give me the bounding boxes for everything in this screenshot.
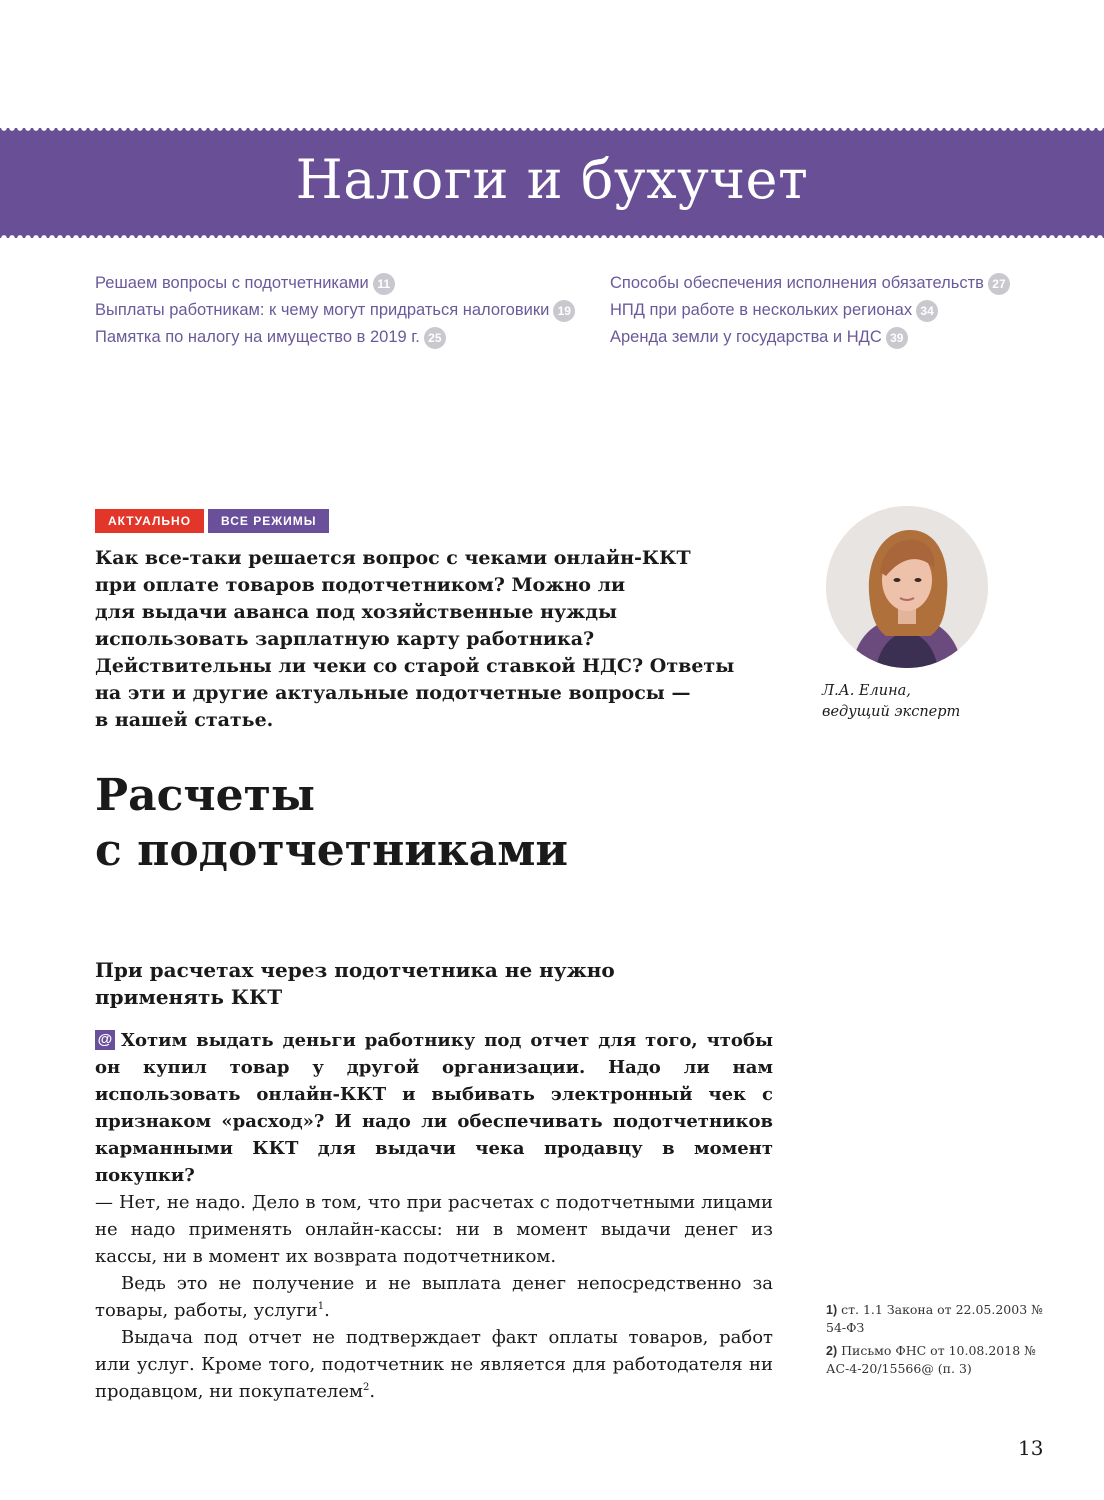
article-subheading <box>95 957 615 1011</box>
lead-line: в нашей статье. <box>95 709 274 731</box>
article-title-line: с подотчетниками <box>95 825 569 876</box>
toc-item-label: НПД при работе в нескольких регионах <box>610 301 913 319</box>
article-title-line: Расчеты <box>95 770 315 821</box>
lead-line: использовать зарплатную карту работника? <box>95 628 595 650</box>
toc-page-badge: 27 <box>988 273 1010 295</box>
answer-paragraph <box>95 1189 773 1270</box>
answer-text: Выдача под отчет не подтверждает факт оплаты товаров, работ или услуг. Кроме того, подотчетник не является для работодателя ни продавцом, ни покупателем <box>95 1327 773 1402</box>
footnote <box>826 1301 1051 1336</box>
toc-page-badge: 39 <box>886 327 908 349</box>
footnote-ref[interactable]: 1 <box>317 1301 325 1312</box>
toc-page-badge: 25 <box>424 327 446 349</box>
question-text: Хотим выдать деньги работнику под отчет для того, чтобы он купил товар у другой организации. Надо ли нам использовать онлайн-ККТ и выбивать электронный чек с признаком «расход»? И надо ли обеспечивать подотчетников карманными ККТ для выдачи чека продавцу в момент покупки? <box>95 1030 773 1186</box>
page-number: 13 <box>1018 1436 1044 1460</box>
subheading-line: При расчетах через подотчетника не нужно <box>95 958 615 982</box>
banner-edge-top <box>0 128 1104 134</box>
author-name: Л.А. Елина, <box>822 683 911 699</box>
toc-item[interactable] <box>610 324 1010 351</box>
author-portrait <box>826 506 988 668</box>
footnote-ref[interactable]: 2 <box>362 1382 370 1393</box>
article-body <box>95 1027 773 1405</box>
footnote-number: 1) <box>826 1303 838 1317</box>
lead-line: Как все-таки решается вопрос с чеками онлайн-ККТ <box>95 547 691 569</box>
footnote-text: Письмо ФНС от 10.08.2018 № АС-4-20/15566@ (п. 3) <box>826 1343 1036 1376</box>
section-banner <box>0 128 1104 238</box>
toc-item[interactable] <box>610 297 1010 324</box>
toc-item[interactable] <box>610 270 1010 297</box>
lead-line: для выдачи аванса под хозяйственные нужды <box>95 601 618 623</box>
footnote-number: 2) <box>826 1344 838 1358</box>
lead-line: при оплате товаров подотчетником? Можно ли <box>95 574 626 596</box>
toc-item-label: Решаем вопросы с подотчетниками <box>95 274 369 292</box>
toc-left-column <box>95 270 575 351</box>
article-tags <box>95 509 333 533</box>
article-title <box>95 768 568 878</box>
author-role: ведущий эксперт <box>822 704 961 720</box>
article-lead <box>95 545 785 734</box>
author-portrait-image <box>826 506 988 668</box>
tag-all-regimes: ВСЕ РЕЖИМЫ <box>208 509 329 533</box>
answer-text-end: . <box>369 1381 376 1402</box>
toc-item-label: Аренда земли у государства и НДС <box>610 328 882 346</box>
toc-item-label: Способы обеспечения исполнения обязательств <box>610 274 984 292</box>
lead-line: Действительны ли чеки со старой ставкой НДС? Ответы <box>95 655 735 677</box>
footnote <box>826 1342 1051 1377</box>
at-sign-icon: @ <box>95 1030 115 1050</box>
reader-question <box>95 1027 773 1189</box>
toc-item[interactable] <box>95 270 575 297</box>
toc-page-badge: 11 <box>373 273 395 295</box>
answer-paragraph <box>95 1324 773 1405</box>
subheading-line: применять ККТ <box>95 985 283 1009</box>
toc-right-column <box>610 270 1010 351</box>
answer-text-end: . <box>324 1300 330 1321</box>
answer-text: — Нет, не надо. Дело в том, что при расчетах с подотчетными лицами не надо применять онлайн-кассы: ни в момент выдачи денег из кассы, ни в момент их возврата подотчетником. <box>95 1192 773 1267</box>
author-caption <box>822 681 960 723</box>
footnote-text: ст. 1.1 Закона от 22.05.2003 № 54-ФЗ <box>826 1302 1043 1335</box>
toc-page-badge: 19 <box>553 300 575 322</box>
banner-edge-bottom <box>0 232 1104 238</box>
toc-item-label: Памятка по налогу на имущество в 2019 г. <box>95 328 420 346</box>
toc-page-badge: 34 <box>916 300 938 322</box>
answer-text: Ведь это не получение и не выплата денег непосредственно за товары, работы, услуги <box>95 1273 773 1321</box>
lead-line: на эти и другие актуальные подотчетные вопросы — <box>95 682 691 704</box>
tag-actual: АКТУАЛЬНО <box>95 509 204 533</box>
toc-item[interactable] <box>95 324 575 351</box>
footnotes <box>826 1301 1051 1383</box>
section-title: Налоги и бухучет <box>295 148 809 211</box>
answer-paragraph <box>95 1270 773 1324</box>
toc-item[interactable] <box>95 297 575 324</box>
toc-item-label: Выплаты работникам: к чему могут придраться налоговики <box>95 301 550 319</box>
